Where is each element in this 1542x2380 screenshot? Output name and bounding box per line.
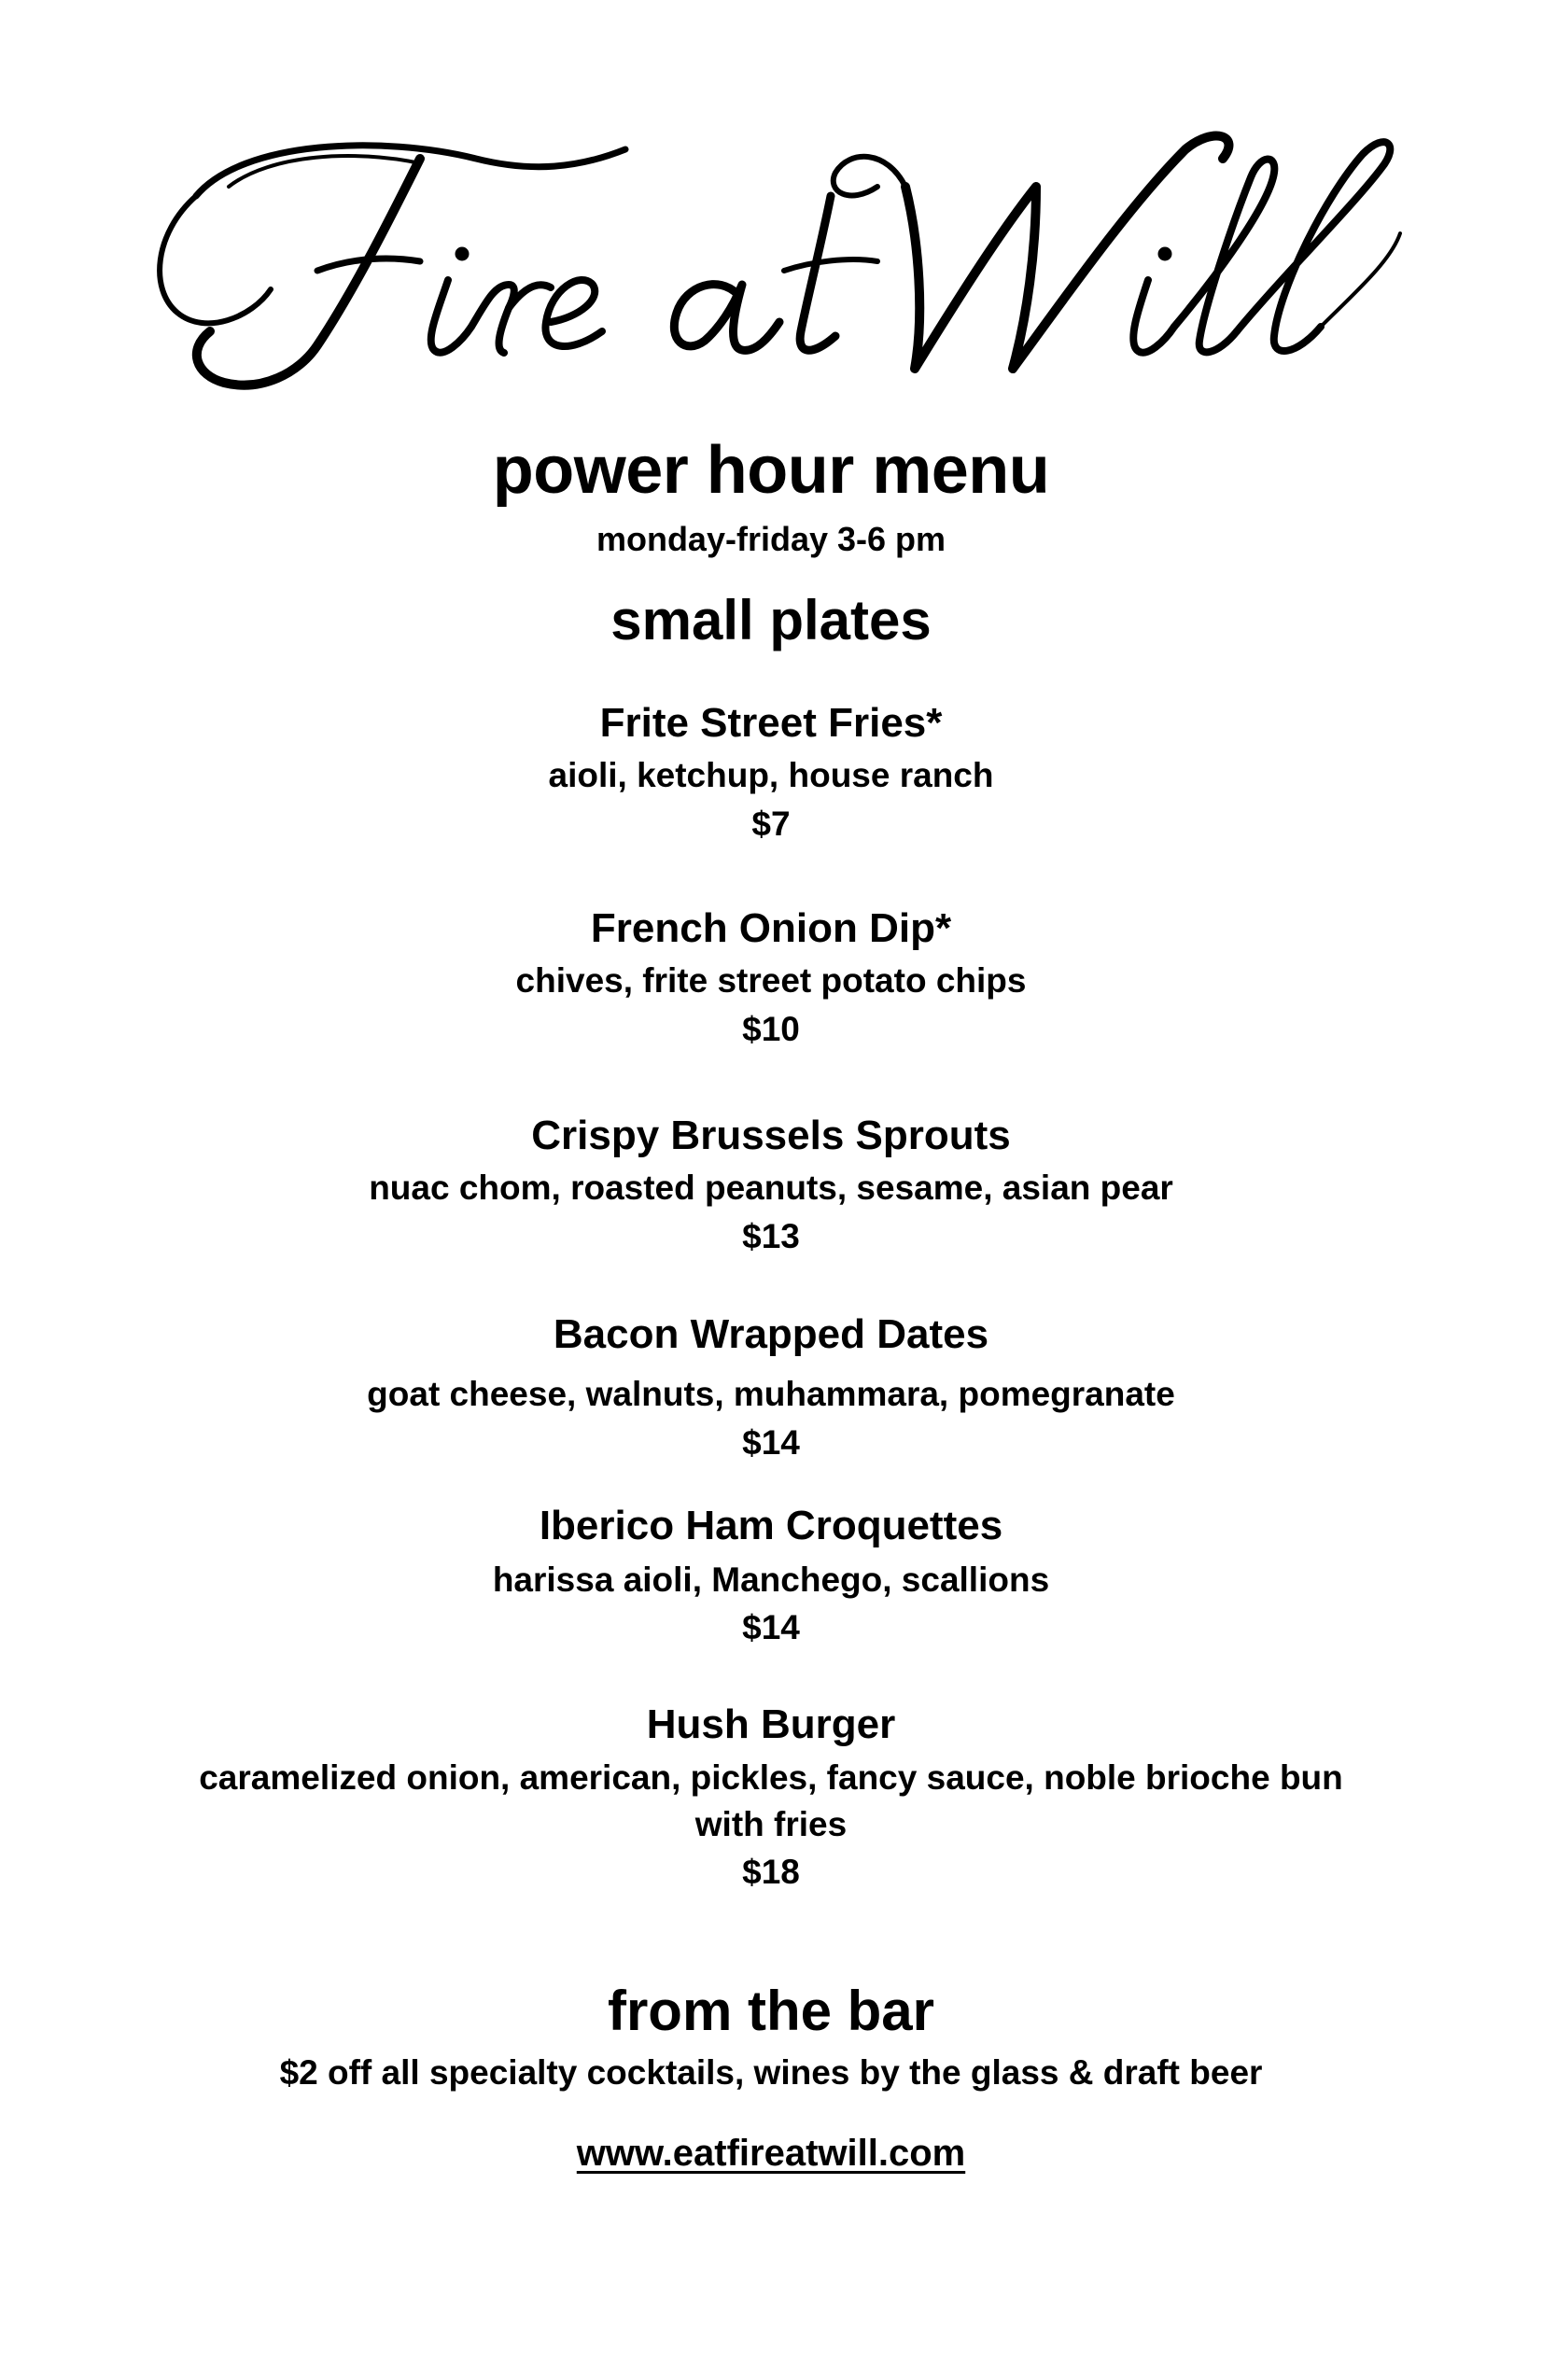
menu-item-name: Iberico Ham Croquettes — [539, 1503, 1003, 1548]
menu-item-description: aioli, ketchup, house ranch — [548, 756, 994, 794]
menu-item-price: $14 — [742, 1423, 800, 1462]
menu-item-description: nuac chom, roasted peanuts, sesame, asian pear — [369, 1169, 1173, 1207]
menu-item-description-line2: with fries — [694, 1805, 848, 1843]
website-link[interactable]: www.eatfireatwill.com — [576, 2133, 966, 2174]
menu-item-description: harissa aioli, Manchego, scallions — [492, 1561, 1050, 1599]
menu-item-description: caramelized onion, american, pickles, fancy sauce, noble brioche bun — [199, 1758, 1343, 1797]
menu-item-name: Frite Street Fries* — [599, 700, 943, 746]
menu-item-price: $14 — [742, 1608, 800, 1646]
section-heading-from-the-bar: from the bar — [607, 1980, 935, 2042]
bar-specials-description: $2 off all specialty cocktails, wines by the glass & draft beer — [279, 2053, 1263, 2092]
menu-item-description: goat cheese, walnuts, muhammara, pomegranate — [367, 1375, 1175, 1413]
menu-hours: monday-friday 3-6 pm — [596, 520, 946, 558]
section-heading-small-plates: small plates — [610, 589, 932, 651]
menu-item-name: Bacon Wrapped Dates — [553, 1311, 989, 1357]
menu-item-price: $10 — [742, 1010, 800, 1048]
menu-item-name: French Onion Dip* — [590, 905, 952, 951]
menu-item-description: chives, frite street potato chips — [515, 961, 1027, 1000]
menu-item-price: $13 — [742, 1217, 800, 1255]
menu-title: power hour menu — [492, 433, 1050, 508]
menu-item-price: $7 — [751, 805, 791, 843]
fire-at-will-logo — [140, 131, 1419, 411]
menu-item-name: Crispy Brussels Sprouts — [531, 1113, 1011, 1158]
menu-item-name: Hush Burger — [646, 1701, 896, 1747]
menu-item-price: $18 — [742, 1853, 800, 1891]
